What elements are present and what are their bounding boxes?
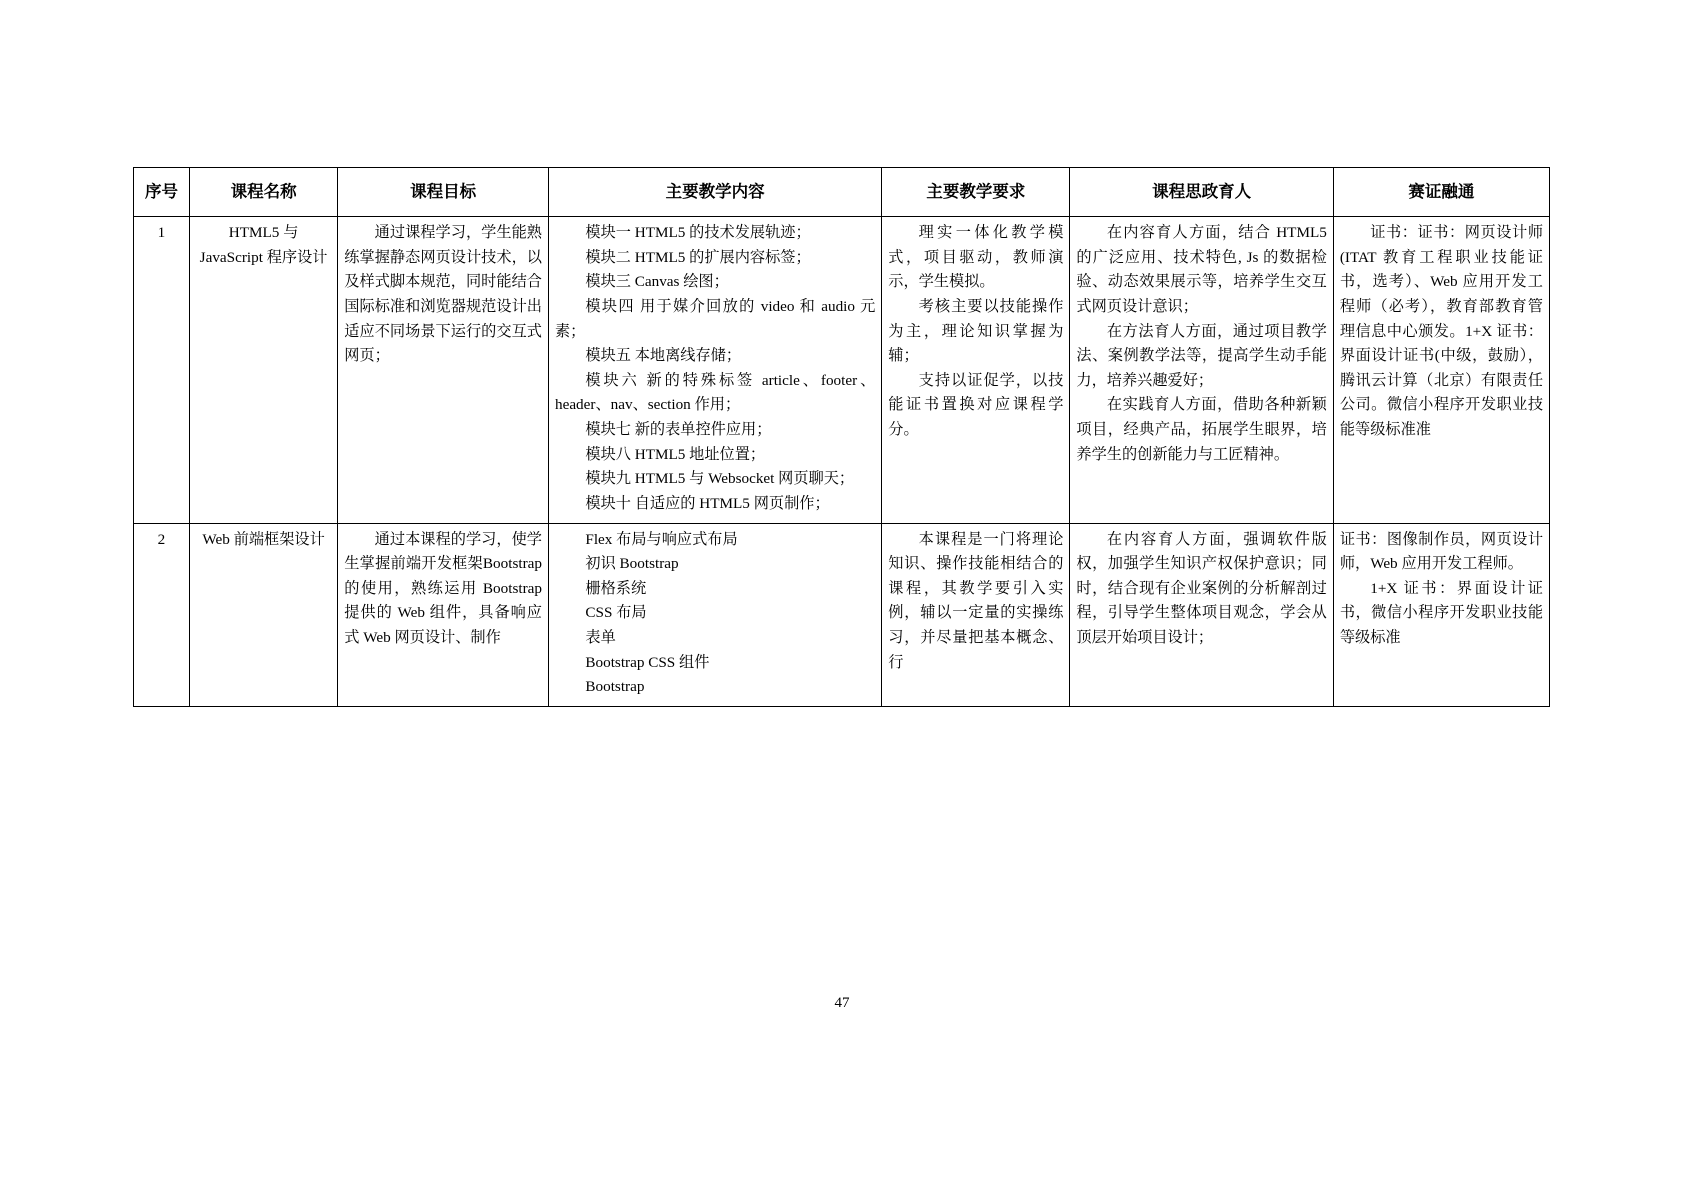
- course-table: [133, 167, 1550, 707]
- row-certification: [1333, 217, 1549, 524]
- text-line: 模块八 HTML5 地址位置；: [585, 445, 766, 463]
- text-line: 理实一体化教学模式，项目驱动，教师演示，学生模拟。: [888, 224, 1064, 291]
- row-teaching-content: [548, 523, 881, 706]
- text-line: 证书：图像制作员，网页设计师，Web 应用开发工程师。: [1339, 530, 1543, 573]
- column-header-teaching-content: 主要教学内容: [548, 168, 881, 217]
- text-line: 模块九 HTML5 与 Websocket 网页聊天；: [585, 470, 855, 488]
- text-line: 模块三 Canvas 绘图；: [585, 273, 729, 291]
- text-line: 模块六 新的特殊标签 article、footer、header、nav、section 作用；: [554, 371, 876, 414]
- row-certification: [1333, 523, 1549, 706]
- table-row: [134, 523, 1550, 706]
- text-line: 在内容育人方面，强调软件版权，加强学生知识产权保护意识；同时，结合现有企业案例的分析解剖过程，引导学生整体项目观念，学会从顶层开始项目设计；: [1076, 530, 1327, 646]
- text-line: 在实践育人方面，借助各种新颖项目，经典产品，拓展学生眼界，培养学生的创新能力与工匠精神。: [1076, 396, 1327, 463]
- text-line: 模块四 用于媒介回放的 video 和 audio 元素；: [554, 297, 876, 340]
- text-line: 支持以证促学，以技能证书置换对应课程学分。: [888, 371, 1064, 438]
- text-line: 模块五 本地离线存储；: [585, 347, 742, 365]
- column-header-teaching-requirement: 主要教学要求: [882, 168, 1070, 217]
- column-header-course-objective: 课程目标: [338, 168, 549, 217]
- row-teaching-requirement: [882, 523, 1070, 706]
- column-header-certification: 赛证融通: [1333, 168, 1549, 217]
- text-line: 在方法育人方面，通过项目教学法、案例教学法等，提高学生动手能力，培养兴趣爱好；: [1076, 322, 1327, 389]
- row-course-objective: [338, 217, 549, 524]
- text-line: 表单: [585, 629, 616, 646]
- text-line: 模块二 HTML5 的扩展内容标签；: [585, 248, 811, 266]
- text-line: 模块七 新的表单控件应用；: [585, 421, 772, 438]
- column-header-ideological-education: 课程思政育人: [1070, 168, 1333, 217]
- text-line: 在内容育人方面，结合 HTML5 的广泛应用、技术特色, Js 的数据检验、动态效果展示等，培养学生交互式网页设计意识；: [1076, 224, 1327, 315]
- row-teaching-content: [548, 217, 881, 524]
- text-line: 栅格系统: [585, 579, 647, 597]
- text-line: 本课程是一门将理论知识、操作技能相结合的课程，其教学要引入实例，辅以一定量的实操练习，并尽量把基本概念、行: [888, 530, 1064, 671]
- row-index: 2: [134, 523, 190, 706]
- text-line: 初识 Bootstrap: [585, 555, 679, 573]
- text-line: Bootstrap: [585, 678, 645, 696]
- text-line: 通过本课程的学习，使学生掌握前端开发框架Bootstrap 的使用，熟练运用 Bootstrap 提供的 Web 组件，具备响应式 Web 网页设计、制作: [344, 530, 542, 646]
- page-number: 47: [834, 995, 850, 1011]
- text-line: Flex 布局与响应式布局: [585, 530, 738, 548]
- row-teaching-requirement: [882, 217, 1070, 524]
- column-header-course-name: 课程名称: [189, 168, 337, 217]
- text-line: 证书：证书：网页设计师(ITAT 教育工程职业技能证书，选考）、Web 应用开发工程师（必考），教育部教育管理信息中心颁发。1+X 证书：界面设计证书(中级，鼓励），腾讯云计算（北京）有限责任公司。微信小程序开发职业技能等级标准准: [1339, 224, 1543, 438]
- row-index: 1: [134, 217, 190, 524]
- text-line: 模块十 自适应的 HTML5 网页制作；: [585, 494, 830, 512]
- text-line: Bootstrap CSS 组件: [585, 653, 710, 671]
- text-line: 考核主要以技能操作为主，理论知识掌握为辅；: [888, 297, 1064, 365]
- row-ideological-education: [1070, 217, 1333, 524]
- text-line: 1+X 证书：界面设计证书，微信小程序开发职业技能等级标准: [1339, 579, 1543, 646]
- text-line: CSS 布局: [585, 604, 647, 622]
- row-course-name: Web 前端框架设计: [189, 523, 337, 706]
- table-header-row: [134, 168, 1550, 217]
- text-line: 通过课程学习，学生能熟练掌握静态网页设计技术，以及样式脚本规范，同时能结合国际标准和浏览器规范设计出适应不同场景下运行的交互式网页；: [344, 224, 542, 365]
- text-line: 模块一 HTML5 的技术发展轨迹；: [585, 224, 811, 241]
- table-row: [134, 217, 1550, 524]
- row-ideological-education: [1070, 523, 1333, 706]
- row-course-objective: [338, 523, 549, 706]
- column-header-index: 序号: [134, 168, 190, 217]
- row-course-name: HTML5 与 JavaScript 程序设计: [189, 217, 337, 524]
